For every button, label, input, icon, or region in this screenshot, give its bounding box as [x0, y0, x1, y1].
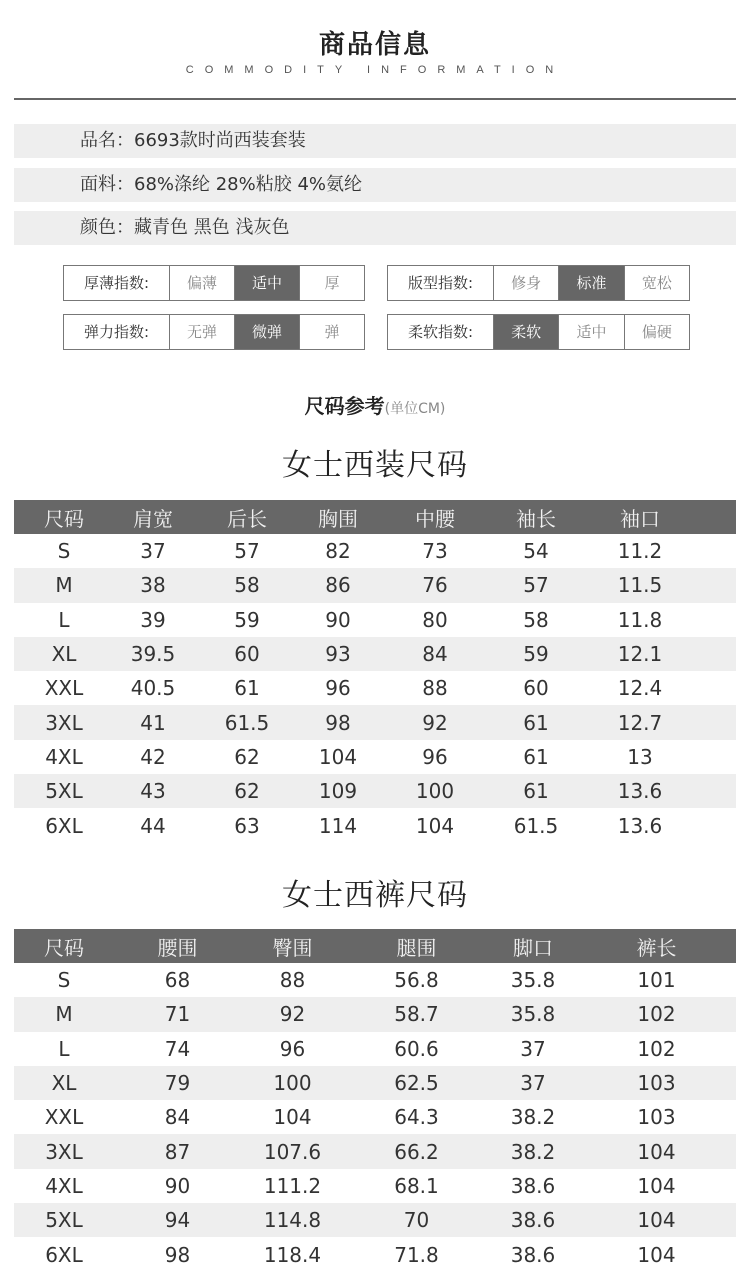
table-cell: 71	[164, 1002, 191, 1027]
size-reference-label: 尺码参考	[304, 394, 385, 418]
table-cell: XL	[51, 642, 77, 667]
table-cell: 61.5	[513, 813, 559, 838]
header-cell: 中腰	[415, 506, 455, 531]
table-row	[14, 1100, 736, 1134]
table-header-row	[14, 929, 736, 963]
size-reference-unit: (单位CM)	[384, 401, 446, 417]
table-cell: 44	[140, 813, 166, 838]
table-cell: 40.5	[130, 676, 176, 701]
table-cell: 38.6	[510, 1173, 556, 1198]
table-cell: XL	[51, 1071, 77, 1096]
table-cell: 57	[523, 573, 549, 598]
table-row	[14, 637, 736, 671]
table-row	[14, 1169, 736, 1203]
elasticity-index-option: 微弹	[235, 315, 300, 349]
header-cell: 腰围	[157, 935, 198, 960]
table-cell: 13	[627, 744, 653, 769]
table-cell: 57	[234, 539, 260, 564]
table-cell: 38.2	[510, 1105, 556, 1130]
table-cell: 39.5	[130, 642, 176, 667]
fit-index-label: 版型指数:	[388, 266, 494, 300]
table-cell: 98	[164, 1242, 191, 1267]
fit-index-option: 修身	[494, 266, 559, 300]
table-cell: 102	[637, 1002, 676, 1027]
table-header-row	[14, 500, 736, 534]
table-cell: 37	[520, 1071, 546, 1096]
table-row	[14, 1203, 736, 1237]
table-cell: 12.1	[617, 642, 663, 667]
table-cell: 54	[523, 539, 549, 564]
table-cell: 38.6	[510, 1208, 556, 1233]
table-cell: 73	[422, 539, 448, 564]
softness-index-option: 偏硬	[641, 323, 672, 341]
table-cell: 94	[164, 1208, 191, 1233]
header-cell: 脚口	[513, 935, 553, 960]
table-cell: 100	[273, 1071, 312, 1096]
table-cell: 88	[279, 968, 306, 993]
table-row	[14, 671, 736, 705]
header-cell: 袖长	[516, 506, 556, 531]
elasticity-index	[63, 314, 365, 350]
table-cell: 66.2	[394, 1139, 439, 1164]
thickness-index-option: 适中	[235, 266, 300, 300]
header-cell: 肩宽	[133, 506, 173, 531]
table-cell: 60	[234, 642, 260, 667]
table-cell: 84	[164, 1105, 191, 1130]
fit-index-option: 宽松	[641, 274, 672, 292]
table-cell: 35.8	[510, 1002, 556, 1027]
table-cell: S	[57, 968, 71, 993]
table-cell: 3XL	[45, 710, 83, 735]
table-cell: 101	[637, 968, 676, 993]
table-cell: 60.6	[394, 1036, 439, 1061]
softness-index-option: 适中	[559, 315, 624, 349]
table-cell: 96	[422, 744, 448, 769]
table-row	[14, 603, 736, 637]
table-cell: 11.5	[617, 573, 663, 598]
table-cell: 58	[523, 607, 549, 632]
table-cell: 114.8	[263, 1208, 322, 1233]
table-cell: L	[58, 1036, 70, 1061]
header-cell: 后长	[227, 506, 267, 531]
table-row	[14, 1134, 736, 1168]
header-cell: 尺码	[44, 506, 84, 531]
header-cell: 裤长	[636, 935, 677, 960]
thickness-index-option: 偏薄	[170, 266, 235, 300]
info-row-name: 品名：6693款时尚西装套装	[14, 124, 736, 158]
header-cell: 尺码	[44, 935, 84, 960]
header-cell: 臀围	[272, 935, 313, 960]
table-cell: 61	[523, 710, 549, 735]
table-cell: 4XL	[45, 1173, 83, 1198]
table-cell: 104	[637, 1173, 676, 1198]
table-row	[14, 740, 736, 774]
table-cell: 38.2	[510, 1139, 556, 1164]
table-cell: 82	[325, 539, 351, 564]
fit-index	[387, 265, 690, 301]
page-subtitle: COMMODITY INFORMATION	[185, 64, 565, 76]
table-cell: 37	[520, 1036, 546, 1061]
table-cell: 104	[415, 813, 455, 838]
table-cell: 104	[637, 1242, 676, 1267]
info-row-color: 颜色：藏青色 黑色 浅灰色	[14, 211, 736, 245]
table-cell: 35.8	[510, 968, 556, 993]
table-row	[14, 1237, 736, 1271]
thickness-index	[63, 265, 365, 301]
size-reference-heading	[0, 390, 750, 419]
table-cell: 6XL	[45, 1242, 83, 1267]
table-cell: 64.3	[394, 1105, 439, 1130]
header-cell: 袖口	[620, 506, 660, 531]
table-cell: 107.6	[263, 1139, 322, 1164]
table-cell: 62	[234, 744, 260, 769]
table-cell: 96	[325, 676, 351, 701]
suit-table-title: 女士西装尺码	[282, 448, 468, 483]
table-cell: 74	[164, 1036, 191, 1061]
table-cell: 59	[234, 607, 260, 632]
table-cell: 90	[164, 1173, 191, 1198]
softness-index-label: 柔软指数:	[388, 315, 494, 349]
header-cell: 胸围	[318, 506, 358, 531]
table-cell: 38	[140, 573, 166, 598]
table-cell: 92	[279, 1002, 306, 1027]
table-cell: 84	[422, 642, 448, 667]
elasticity-index-label: 弹力指数:	[64, 315, 170, 349]
table-cell: 92	[422, 710, 448, 735]
pants-table-title: 女士西裤尺码	[282, 878, 468, 913]
page-title: 商品信息	[318, 30, 431, 60]
table-cell: 93	[325, 642, 351, 667]
table-cell: 80	[422, 607, 448, 632]
table-cell: 6XL	[45, 813, 83, 838]
table-cell: 87	[164, 1139, 191, 1164]
table-cell: 3XL	[45, 1139, 83, 1164]
table-cell: 109	[318, 779, 358, 804]
elasticity-index-option: 弹	[324, 323, 340, 341]
table-cell: 61	[523, 744, 549, 769]
table-cell: 59	[523, 642, 549, 667]
table-cell: 104	[318, 744, 358, 769]
thickness-index-option: 厚	[324, 274, 340, 292]
table-row	[14, 963, 736, 997]
table-cell: 71.8	[394, 1242, 439, 1267]
table-cell: XXL	[44, 1105, 84, 1130]
table-cell: 68	[164, 968, 191, 993]
table-cell: M	[55, 573, 73, 598]
table-row	[14, 808, 736, 842]
table-cell: 39	[140, 607, 166, 632]
table-cell: 70	[403, 1208, 430, 1233]
header-cell: 腿围	[396, 935, 437, 960]
table-cell: 86	[325, 573, 351, 598]
softness-index-option: 柔软	[494, 315, 559, 349]
table-cell: 79	[164, 1071, 191, 1096]
table-row	[14, 1066, 736, 1100]
table-cell: 100	[415, 779, 455, 804]
table-cell: 88	[422, 676, 448, 701]
table-cell: 61	[234, 676, 260, 701]
table-cell: 61	[523, 779, 549, 804]
table-cell: 5XL	[45, 779, 83, 804]
table-cell: 12.4	[617, 676, 663, 701]
table-cell: 37	[140, 539, 166, 564]
pants-size-table	[14, 929, 736, 1272]
info-row-fabric: 面料：68%涤纶 28%粘胶 4%氨纶	[14, 168, 736, 202]
table-cell: 98	[325, 710, 351, 735]
table-cell: 118.4	[263, 1242, 322, 1267]
table-cell: 104	[273, 1105, 312, 1130]
table-cell: XXL	[44, 676, 84, 701]
table-cell: 13.6	[617, 813, 663, 838]
table-cell: 11.2	[617, 539, 663, 564]
table-cell: 58	[234, 573, 260, 598]
fit-index-option: 标准	[559, 266, 624, 300]
table-row	[14, 1032, 736, 1066]
table-cell: 103	[637, 1071, 676, 1096]
table-cell: 38.6	[510, 1242, 556, 1267]
table-cell: 56.8	[394, 968, 439, 993]
table-cell: 13.6	[617, 779, 663, 804]
table-row	[14, 568, 736, 602]
table-cell: 90	[325, 607, 351, 632]
table-cell: 76	[422, 573, 448, 598]
table-cell: L	[58, 607, 70, 632]
table-cell: 42	[140, 744, 166, 769]
table-cell: 62	[234, 779, 260, 804]
table-row	[14, 705, 736, 739]
table-cell: 62.5	[394, 1071, 439, 1096]
table-cell: 111.2	[263, 1173, 322, 1198]
table-cell: 12.7	[617, 710, 663, 735]
table-row	[14, 997, 736, 1031]
table-cell: 4XL	[45, 744, 83, 769]
table-cell: M	[55, 1002, 73, 1027]
thickness-index-label: 厚薄指数:	[64, 266, 170, 300]
table-cell: 58.7	[394, 1002, 439, 1027]
table-cell: 63	[234, 813, 260, 838]
elasticity-index-option: 无弹	[170, 315, 235, 349]
table-cell: 103	[637, 1105, 676, 1130]
divider	[14, 98, 736, 100]
suit-size-table	[14, 500, 736, 843]
table-cell: 104	[637, 1139, 676, 1164]
table-cell: 96	[279, 1036, 306, 1061]
table-cell: 5XL	[45, 1208, 83, 1233]
table-row	[14, 774, 736, 808]
table-cell: 11.8	[617, 607, 663, 632]
table-cell: 41	[140, 710, 166, 735]
table-cell: 104	[637, 1208, 676, 1233]
table-cell: S	[57, 539, 71, 564]
table-cell: 102	[637, 1036, 676, 1061]
table-cell: 68.1	[394, 1173, 439, 1198]
table-cell: 61.5	[224, 710, 270, 735]
table-cell: 43	[140, 779, 166, 804]
table-row	[14, 534, 736, 568]
table-cell: 114	[318, 813, 358, 838]
table-cell: 60	[523, 676, 549, 701]
softness-index	[387, 314, 690, 350]
